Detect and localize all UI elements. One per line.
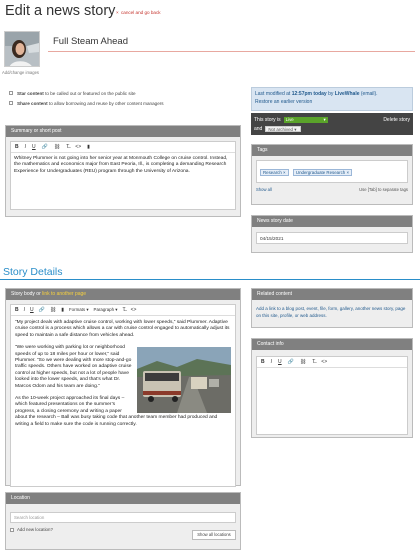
link-icon[interactable]: 🔗	[41, 144, 48, 150]
body-editor[interactable]	[11, 316, 235, 486]
formats-dropdown[interactable]: Formats ▾	[69, 307, 89, 312]
location-panel	[5, 492, 241, 550]
star-checkbox[interactable]	[9, 91, 13, 95]
body-header: Story body or link to another page	[6, 289, 240, 300]
story-title-input[interactable]: Full Steam Ahead	[48, 33, 415, 52]
bold-icon[interactable]: B	[15, 307, 19, 313]
location-search-input[interactable]: Search location	[10, 512, 236, 523]
story-details-title: Story Details	[3, 266, 63, 278]
tags-input[interactable]	[256, 160, 408, 183]
add-location-checkbox[interactable]	[10, 528, 14, 532]
share-option[interactable]	[9, 98, 241, 108]
contact-info-panel	[251, 338, 413, 438]
page-title: Edit a news story	[5, 3, 116, 19]
body-paragraph: “We were working with parking lot or neighborhood speeds of up to 18 miles per hour or lower,” said Plummer. “So we were dealing with more stop-and-go traffic speeds. Others have worked on adaptive cruise control at higher speeds, but not a lot of people have looked into the lower speeds, and that’s what Dr. Marcos Odom and his team are doing.”	[15, 345, 132, 389]
italic-icon[interactable]: I	[23, 307, 26, 313]
live-select[interactable]: Live ▾	[285, 116, 326, 122]
link-icon[interactable]: 🔗	[287, 359, 294, 365]
summary-textarea[interactable]: Whitney Plummer is not going into her senior year at Monmouth College on cruise control. Instead, the mathematics and economics major from East Peoria, Ill., is completing a demanding Research Experience for Undergraduates (REU) program through the University of Arizona.	[11, 153, 235, 209]
underline-icon[interactable]: U	[30, 307, 34, 313]
date-panel	[251, 215, 413, 253]
summary-toolbar	[11, 142, 235, 153]
image-caption-link[interactable]: Add/change images	[2, 70, 40, 75]
related-content-panel	[251, 288, 413, 328]
summary-panel	[5, 125, 241, 217]
bookmark-icon[interactable]: ▮	[87, 144, 90, 150]
paragraph-dropdown[interactable]: Paragraph ▾	[93, 307, 118, 312]
body-toolbar	[11, 305, 235, 316]
and-label: and	[254, 125, 263, 132]
underline-icon[interactable]: U	[278, 359, 282, 365]
contact-toolbar	[257, 357, 407, 368]
star-label: Star content to be called out or featured on the public site	[17, 90, 136, 96]
tags-header: Tags	[252, 145, 412, 156]
last-modified-text: Last modified at 12:57pm today by LiveWhale (email).	[255, 91, 378, 97]
tags-hint: Use [Tab] to separate tags	[359, 187, 408, 192]
date-header: News story date	[252, 216, 412, 227]
delete-story-button[interactable]: Delete story	[383, 116, 410, 123]
clear-format-icon[interactable]: T̶	[122, 307, 126, 313]
unlink-icon[interactable]: ⛓	[53, 144, 61, 150]
code-icon[interactable]: <>	[130, 307, 137, 313]
date-input[interactable]: 04/15/2021	[256, 232, 408, 244]
show-all-locations-button[interactable]: Show all locations	[192, 530, 236, 540]
bookmark-icon[interactable]: ▮	[61, 307, 64, 313]
summary-header: Summary or short post	[6, 126, 240, 137]
clear-format-icon[interactable]: T̶	[312, 359, 316, 365]
share-label: Share content to allow borrowing and reuse by other content managers	[17, 100, 164, 106]
unlink-icon[interactable]: ⛓	[49, 307, 57, 313]
link-another-page[interactable]: link to another page	[42, 291, 87, 297]
location-header: Location	[6, 493, 240, 504]
body-paragraph: As the 10-week project approached its final days – which featured presentations on the summer’s progress, a closing ceremony and writing a paper about the research – Ball was busy taking code that another team member had produced and writing a field to make sure the code is running correctly.	[15, 396, 218, 427]
status-label: This story is	[254, 116, 281, 123]
underline-icon[interactable]: U	[32, 144, 36, 150]
cancel-label: cancel and go back	[120, 10, 161, 15]
story-image-thumbnail[interactable]	[4, 31, 40, 67]
status-box	[251, 113, 413, 135]
link-icon[interactable]: 🔗	[38, 307, 45, 313]
content-options	[9, 88, 241, 108]
body-paragraph: “My project deals with adaptive cruise control, working with lower speeds,” said Plummer. Adaptive cruise control is a process which allows a car with cruise control engaged to automatically adjust its speed to maintain a safe distance from vehicles ahead.	[15, 320, 230, 338]
italic-icon[interactable]: I	[270, 359, 273, 365]
code-icon[interactable]: <>	[75, 144, 82, 150]
archived-select[interactable]: Not archived ▾	[265, 126, 301, 132]
unlink-icon[interactable]: ⛓	[299, 359, 307, 365]
related-text[interactable]: Add a link to a blog post, event, file, form, gallery, another news story, page on this site, profile, or web address.	[256, 306, 406, 318]
clear-format-icon[interactable]: T̶	[66, 144, 70, 150]
cancel-x: ×	[116, 10, 119, 15]
contact-editor[interactable]	[257, 368, 407, 434]
restore-link[interactable]: Restore an earlier version	[255, 98, 313, 105]
tags-show-all-link[interactable]: Show all	[256, 187, 272, 192]
tag-chip[interactable]: Undergraduate Research ×	[293, 169, 352, 176]
bold-icon[interactable]: B	[15, 144, 19, 150]
story-body-panel	[5, 288, 241, 486]
tag-chip[interactable]: Research ×	[260, 169, 289, 176]
code-icon[interactable]: <>	[321, 359, 328, 365]
last-modified-box	[251, 87, 413, 111]
portrait-photo-icon	[5, 32, 40, 67]
italic-icon[interactable]: I	[24, 144, 27, 150]
share-checkbox[interactable]	[9, 101, 13, 105]
add-location-label: Add new location?	[17, 527, 53, 532]
bold-icon[interactable]: B	[261, 359, 265, 365]
tags-panel	[251, 144, 413, 205]
section-divider	[0, 279, 420, 280]
cancel-link[interactable]	[116, 10, 161, 15]
related-header: Related content	[252, 289, 412, 300]
contact-header: Contact info	[252, 339, 412, 350]
bus-photo-icon	[137, 347, 231, 413]
star-option[interactable]	[9, 88, 241, 98]
